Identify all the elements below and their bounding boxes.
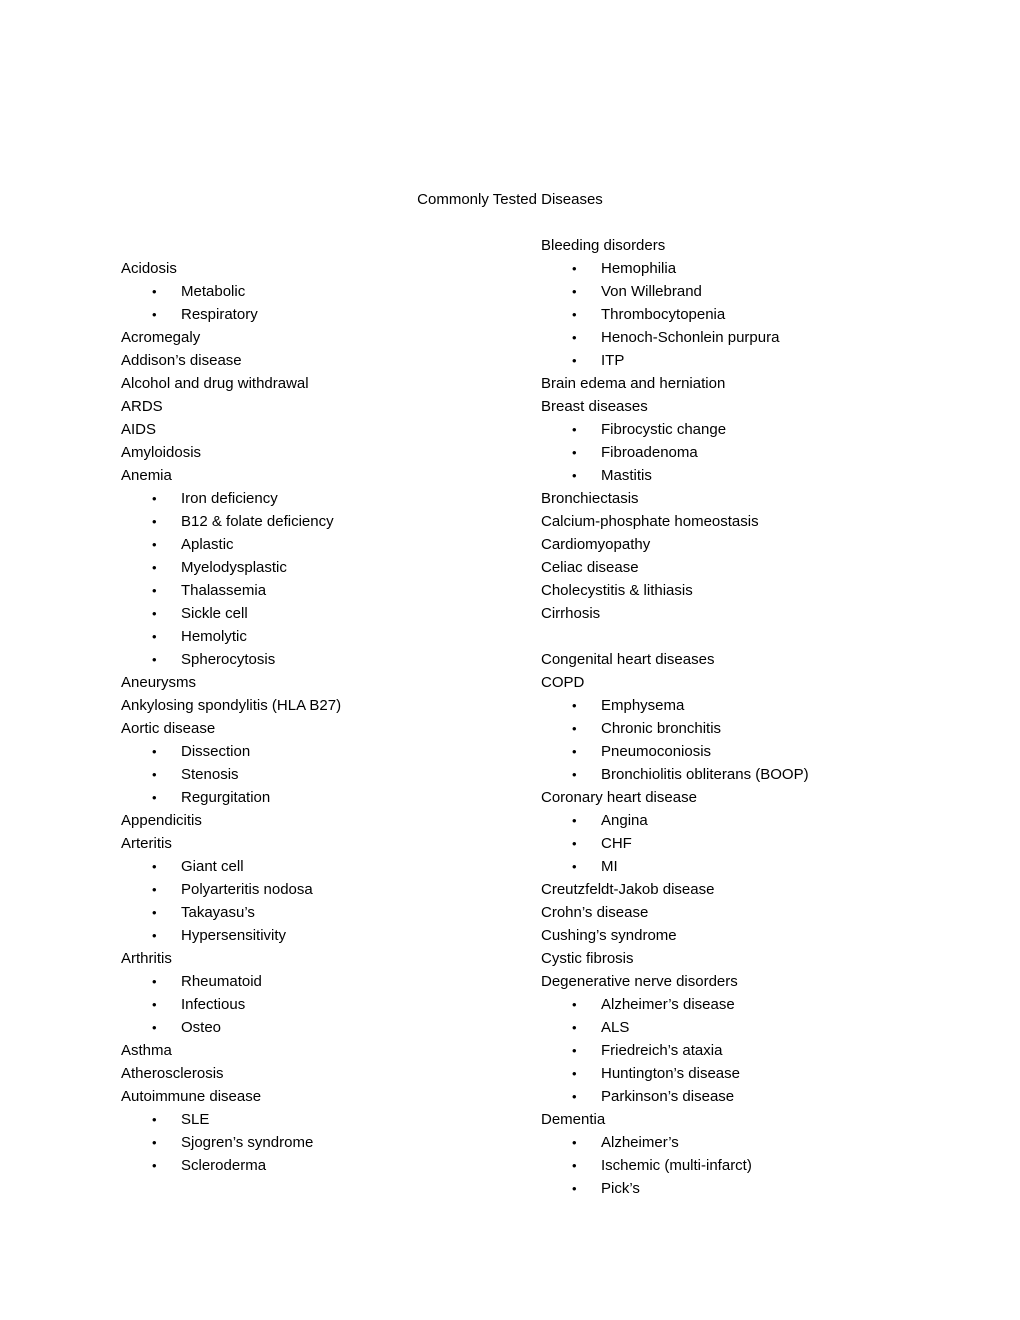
subitem-label: Respiratory <box>181 306 258 323</box>
bullet-icon: • <box>572 1020 577 1035</box>
subitem-label: Polyarteritis nodosa <box>181 881 313 898</box>
disease-subitem <box>541 1154 1020 1177</box>
subitem-label: Parkinson’s disease <box>601 1088 735 1105</box>
disease-subitem <box>541 1016 1020 1039</box>
bullet-icon: • <box>572 698 577 713</box>
bullet-icon: • <box>152 514 157 529</box>
subitem-label: Fibrocystic change <box>601 421 727 438</box>
bullet-icon: • <box>572 284 577 299</box>
disease-subitem <box>541 257 1020 280</box>
bullet-icon: • <box>152 491 157 506</box>
disease-subitem <box>121 487 541 510</box>
disease-item: Calcium-phosphate homeostasis <box>541 513 759 530</box>
disease-subitem <box>121 602 541 625</box>
disease-subitem <box>121 901 541 924</box>
bullet-icon: • <box>152 905 157 920</box>
disease-item: Amyloidosis <box>121 444 202 461</box>
column-right <box>541 234 1020 1200</box>
bullet-icon: • <box>152 790 157 805</box>
disease-item: Creutzfeldt-Jakob disease <box>541 881 715 898</box>
bullet-icon: • <box>572 468 577 483</box>
bullet-icon: • <box>152 537 157 552</box>
bullet-icon: • <box>572 1089 577 1104</box>
subitem-label: MI <box>601 858 618 875</box>
bullet-icon: • <box>152 652 157 667</box>
subitem-label: Giant cell <box>181 858 244 875</box>
disease-item: Bronchiectasis <box>541 490 639 507</box>
bullet-icon: • <box>572 261 577 276</box>
subitem-label: Pick’s <box>601 1180 640 1197</box>
columns-container <box>0 234 1020 1200</box>
disease-subitem <box>541 993 1020 1016</box>
bullet-icon: • <box>572 1158 577 1173</box>
disease-subitem <box>541 740 1020 763</box>
subitem-label: Sickle cell <box>181 605 248 622</box>
bullet-icon: • <box>572 307 577 322</box>
disease-subitem <box>541 1085 1020 1108</box>
disease-item: Cystic fibrosis <box>541 950 634 967</box>
disease-subitem <box>121 625 541 648</box>
subitem-label: ALS <box>601 1019 630 1036</box>
disease-item: Cardiomyopathy <box>541 536 651 553</box>
disease-subitem <box>121 648 541 671</box>
disease-subitem <box>121 1131 541 1154</box>
subitem-label: Von Willebrand <box>601 283 702 300</box>
bullet-icon: • <box>572 1043 577 1058</box>
disease-item: Acromegaly <box>121 329 201 346</box>
disease-item: Bleeding disorders <box>541 237 666 254</box>
subitem-label: Alzheimer’s <box>601 1134 679 1151</box>
bullet-icon: • <box>572 353 577 368</box>
subitem-label: Iron deficiency <box>181 490 278 507</box>
bullet-icon: • <box>152 882 157 897</box>
disease-subitem <box>121 556 541 579</box>
subitem-label: Hemophilia <box>601 260 677 277</box>
bullet-icon: • <box>152 583 157 598</box>
disease-subitem <box>541 763 1020 786</box>
disease-subitem <box>541 809 1020 832</box>
disease-item: Anemia <box>121 467 172 484</box>
bullet-icon: • <box>572 445 577 460</box>
page-title: Commonly Tested Diseases <box>417 191 603 208</box>
subitem-label: Alzheimer’s disease <box>601 996 735 1013</box>
disease-item: Breast diseases <box>541 398 648 415</box>
disease-item: Autoimmune disease <box>121 1088 262 1105</box>
disease-item: Arthritis <box>121 950 172 967</box>
disease-subitem <box>541 1039 1020 1062</box>
disease-item: Aortic disease <box>121 720 216 737</box>
disease-subitem <box>121 510 541 533</box>
disease-subitem <box>541 441 1020 464</box>
bullet-icon: • <box>152 767 157 782</box>
disease-item: Aneurysms <box>121 674 197 691</box>
disease-item: Celiac disease <box>541 559 639 576</box>
column-left <box>121 234 541 1200</box>
disease-item: Addison’s disease <box>121 352 242 369</box>
bullet-icon: • <box>572 767 577 782</box>
disease-subitem <box>541 1062 1020 1085</box>
subitem-label: Thrombocytopenia <box>601 306 726 323</box>
disease-item: Cushing’s syndrome <box>541 927 677 944</box>
disease-subitem <box>541 717 1020 740</box>
disease-subitem <box>541 418 1020 441</box>
disease-subitem <box>541 1131 1020 1154</box>
subitem-label: Hemolytic <box>181 628 247 645</box>
bullet-icon: • <box>572 422 577 437</box>
subitem-label: Osteo <box>181 1019 222 1036</box>
subitem-label: Scleroderma <box>181 1157 267 1174</box>
disease-item: Asthma <box>121 1042 172 1059</box>
disease-item: Cirrhosis <box>541 605 601 622</box>
bullet-icon: • <box>572 1135 577 1150</box>
disease-item: Atherosclerosis <box>121 1065 224 1082</box>
bullet-icon: • <box>572 744 577 759</box>
subitem-label: CHF <box>601 835 632 852</box>
bullet-icon: • <box>152 1158 157 1173</box>
bullet-icon: • <box>152 974 157 989</box>
bullet-icon: • <box>152 859 157 874</box>
disease-item: Crohn’s disease <box>541 904 649 921</box>
subitem-label: Sjogren’s syndrome <box>181 1134 314 1151</box>
subitem-label: Takayasu’s <box>181 904 255 921</box>
bullet-icon: • <box>572 997 577 1012</box>
subitem-label: Thalassemia <box>181 582 267 599</box>
subitem-label: Fibroadenoma <box>601 444 698 461</box>
subitem-label: Metabolic <box>181 283 246 300</box>
subitem-label: Henoch-Schonlein purpura <box>601 329 780 346</box>
disease-item: Dementia <box>541 1111 606 1128</box>
subitem-label: SLE <box>181 1111 210 1128</box>
bullet-icon: • <box>152 1020 157 1035</box>
bullet-icon: • <box>572 330 577 345</box>
disease-subitem <box>121 970 541 993</box>
subitem-label: Infectious <box>181 996 246 1013</box>
disease-item: Alcohol and drug withdrawal <box>121 375 309 392</box>
disease-item: COPD <box>541 674 585 691</box>
disease-subitem <box>121 763 541 786</box>
bullet-icon: • <box>152 307 157 322</box>
subitem-label: Myelodysplastic <box>181 559 287 576</box>
bullet-icon: • <box>152 997 157 1012</box>
disease-item: Coronary heart disease <box>541 789 697 806</box>
disease-item: Acidosis <box>121 260 177 277</box>
subitem-label: Aplastic <box>181 536 234 553</box>
disease-item: Brain edema and herniation <box>541 375 726 392</box>
bullet-icon: • <box>572 1066 577 1081</box>
disease-subitem <box>121 924 541 947</box>
disease-subitem <box>121 1154 541 1177</box>
disease-subitem <box>121 786 541 809</box>
bullet-icon: • <box>152 1112 157 1127</box>
disease-subitem <box>121 579 541 602</box>
disease-subitem <box>541 855 1020 878</box>
disease-item: Cholecystitis & lithiasis <box>541 582 693 599</box>
subitem-label: Pneumoconiosis <box>601 743 712 760</box>
bullet-icon: • <box>572 1181 577 1196</box>
disease-subitem <box>541 280 1020 303</box>
disease-subitem <box>541 349 1020 372</box>
subitem-label: Bronchiolitis obliterans (BOOP) <box>601 766 809 783</box>
subitem-label: Friedreich’s ataxia <box>601 1042 723 1059</box>
subitem-label: Emphysema <box>601 697 685 714</box>
subitem-label: Ischemic (multi-infarct) <box>601 1157 752 1174</box>
subitem-label: Angina <box>601 812 648 829</box>
subitem-label: Huntington’s disease <box>601 1065 740 1082</box>
disease-subitem <box>121 533 541 556</box>
disease-subitem <box>541 694 1020 717</box>
disease-subitem <box>121 878 541 901</box>
disease-item: Ankylosing spondylitis (HLA B27) <box>121 697 342 714</box>
disease-subitem <box>541 303 1020 326</box>
disease-subitem <box>541 326 1020 349</box>
bullet-icon: • <box>572 859 577 874</box>
disease-subitem <box>121 855 541 878</box>
bullet-icon: • <box>572 813 577 828</box>
bullet-icon: • <box>572 721 577 736</box>
bullet-icon: • <box>572 836 577 851</box>
disease-item: Appendicitis <box>121 812 202 829</box>
disease-subitem <box>121 740 541 763</box>
blank-line <box>541 625 1020 648</box>
subitem-label: Regurgitation <box>181 789 271 806</box>
disease-item: Degenerative nerve disorders <box>541 973 738 990</box>
disease-subitem <box>121 993 541 1016</box>
subitem-label: ITP <box>601 352 625 369</box>
subitem-label: B12 & folate deficiency <box>181 513 334 530</box>
bullet-icon: • <box>152 560 157 575</box>
disease-subitem <box>541 832 1020 855</box>
disease-subitem <box>121 303 541 326</box>
disease-subitem <box>121 1016 541 1039</box>
bullet-icon: • <box>152 928 157 943</box>
disease-item: Congenital heart diseases <box>541 651 715 668</box>
subitem-label: Dissection <box>181 743 251 760</box>
bullet-icon: • <box>152 629 157 644</box>
disease-item: AIDS <box>121 421 157 438</box>
bullet-icon: • <box>152 606 157 621</box>
disease-item: Arteritis <box>121 835 172 852</box>
subitem-label: Chronic bronchitis <box>601 720 722 737</box>
disease-item: ARDS <box>121 398 163 415</box>
bullet-icon: • <box>152 1135 157 1150</box>
subitem-label: Mastitis <box>601 467 652 484</box>
subitem-label: Rheumatoid <box>181 973 262 990</box>
disease-subitem <box>121 280 541 303</box>
disease-subitem <box>121 1108 541 1131</box>
subitem-label: Hypersensitivity <box>181 927 287 944</box>
subitem-label: Stenosis <box>181 766 239 783</box>
disease-subitem <box>541 464 1020 487</box>
bullet-icon: • <box>152 284 157 299</box>
disease-subitem <box>541 1177 1020 1200</box>
subitem-label: Spherocytosis <box>181 651 276 668</box>
bullet-icon: • <box>152 744 157 759</box>
